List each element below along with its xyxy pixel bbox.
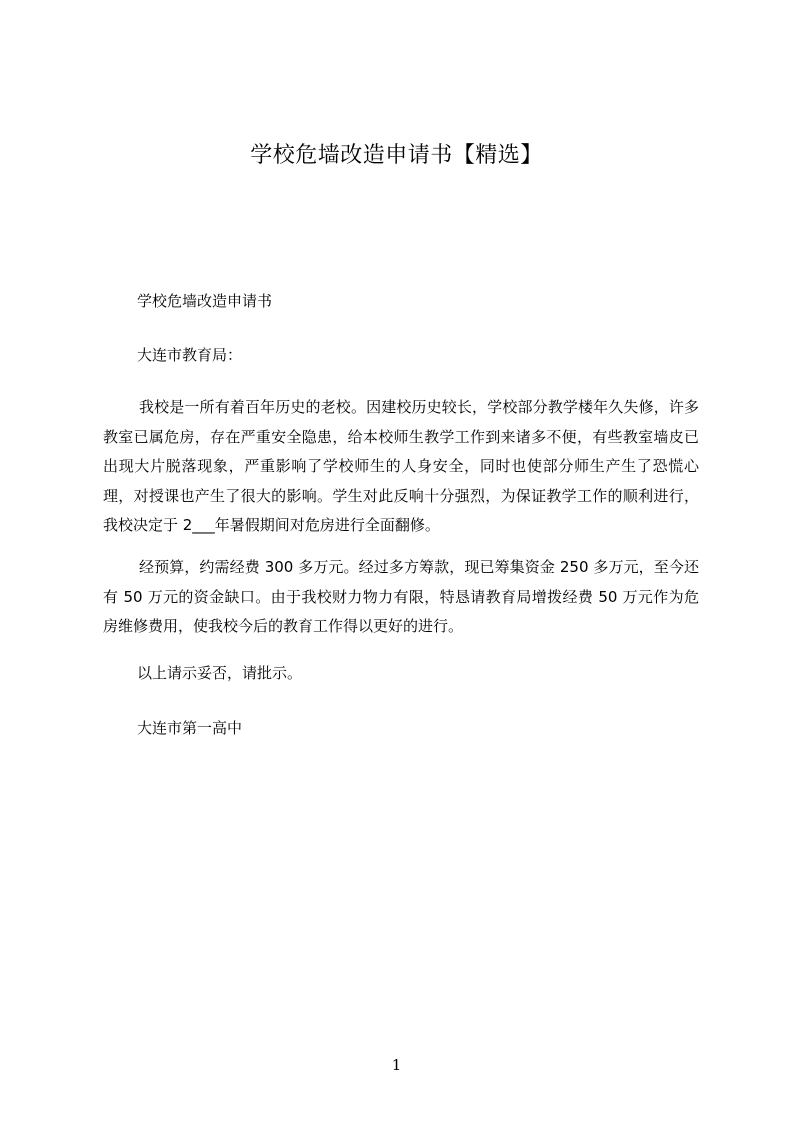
page-number: 1: [391, 1056, 402, 1074]
closing-line: 以上请示妥否，请批示。: [137, 664, 303, 682]
signature: 大连市第一高中: [137, 719, 243, 737]
paragraph-1: 我校是一所有着百年历史的老校。因建校历史较长，学校部分教学楼年久失修，许多教室已属危房，存在严重安全隐患，给本校师生教学工作到来诸多不便，有些教室墙皮已出现大片脱落现象，严重影响了学校师生的人身安全，同时也使部分师生产生了恐慌心理，对授课也产生了很大的影响。学生对此反响十分强烈，为保证教学工作的顺利进行，我校决定于 2___年暑假期间对危房进行全面翻修。: [103, 398, 699, 534]
document-heading: 学校危墙改造申请书: [137, 292, 273, 310]
salutation: 大连市教育局：: [137, 346, 243, 364]
document-title: 学校危墙改造申请书【精选】: [250, 143, 543, 168]
paragraph-2: 经预算，约需经费 300 多万元。经过多方筹款，现已筹集资金 250 多万元，至今还有 50 万元的资金缺口。由于我校财力物力有限，特恳请教育局增拨经费 50 万元作为危房维修费用，使我校今后的教育工作得以更好的进行。: [103, 558, 699, 635]
